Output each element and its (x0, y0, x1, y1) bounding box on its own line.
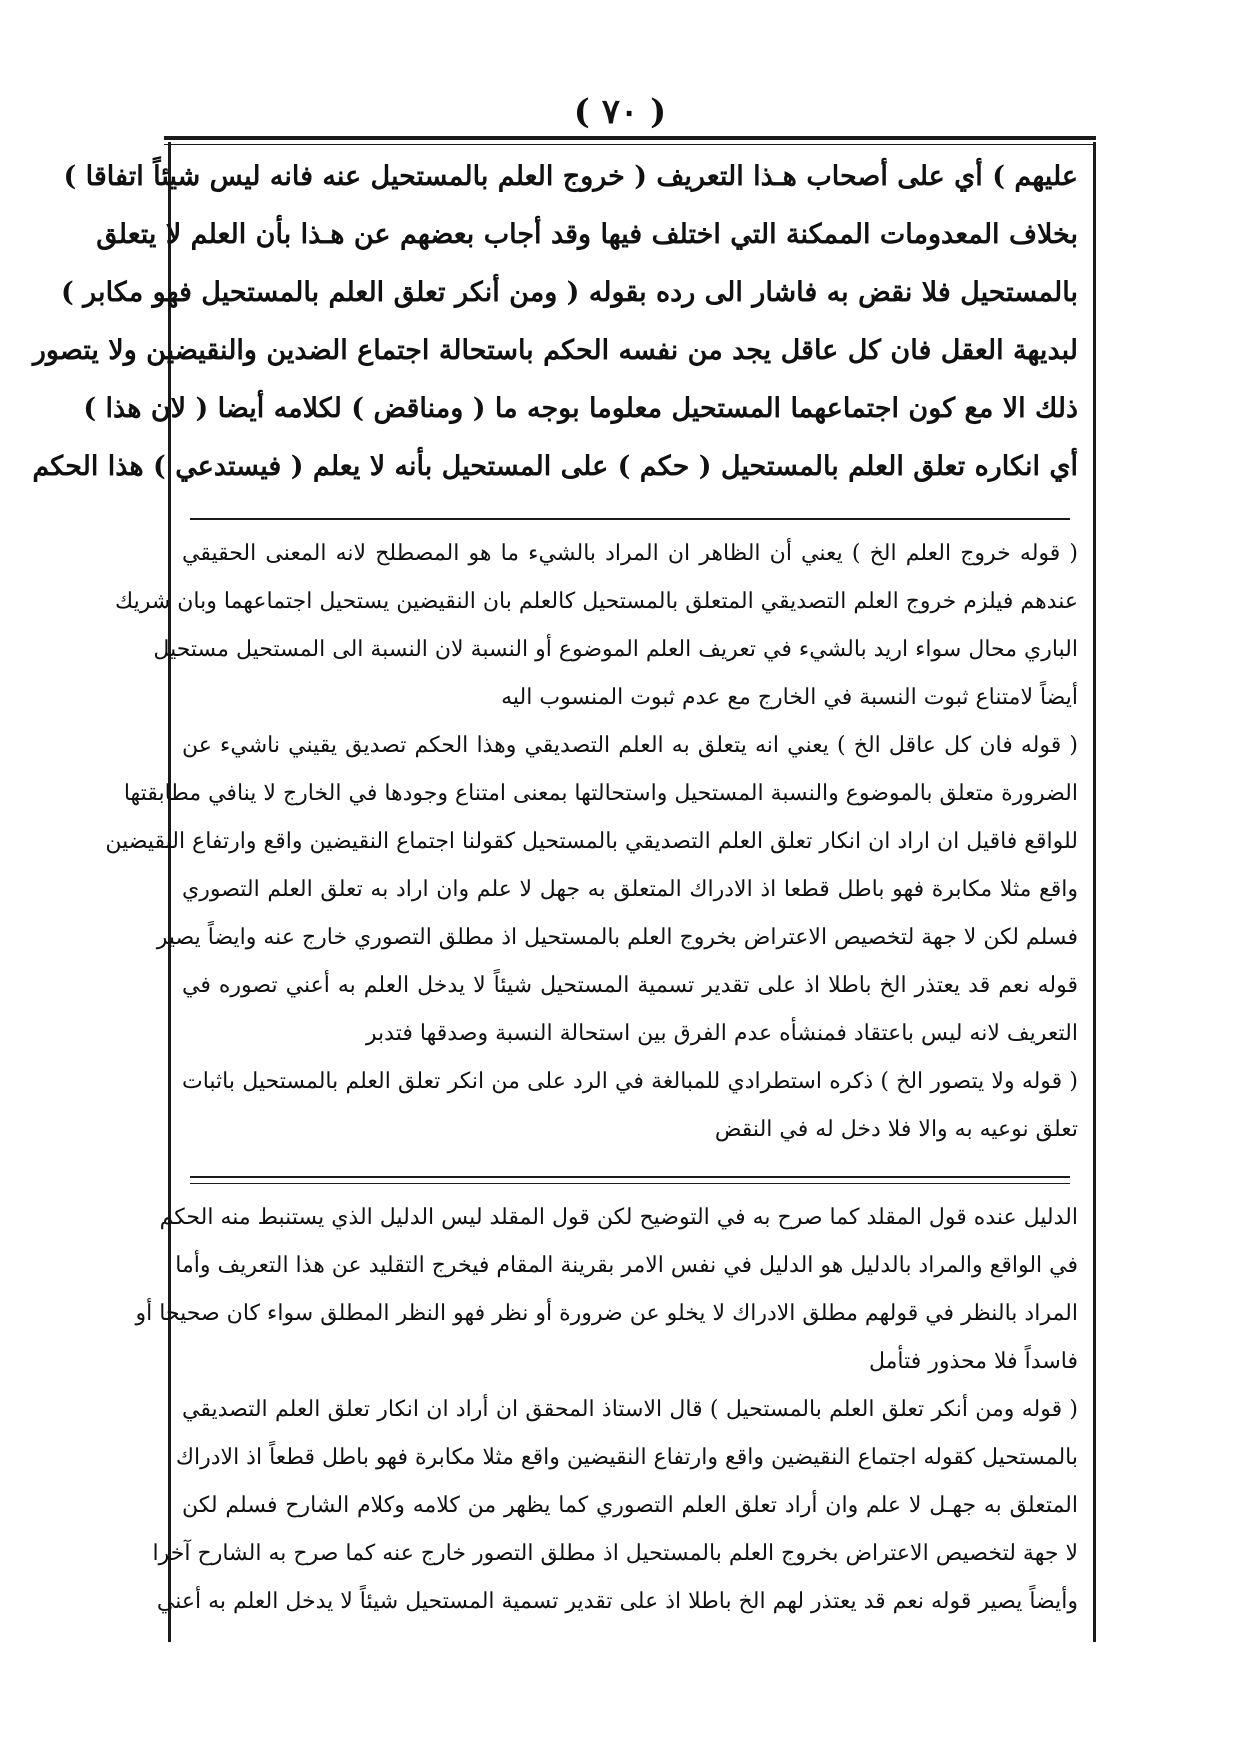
main-text-line: لبديهة العقل فان كل عاقل يجد من نفسه الحكم باستحالة اجتماع الضدين والنقيضين ولا يتصور (32, 335, 1078, 366)
commentary-line: ( قوله ولا يتصور الخ ) ذكره استطرادي للمبالغة في الرد على من انكر تعلق العلم بالمستحيل باثبات (182, 1069, 1078, 1094)
main-text-line: عليهم ) أي على أصحاب هـذا التعريف ( خروج العلم بالمستحيل عنه فانه ليس شيئاً اتفاقا ) (63, 161, 1078, 192)
commentary-block-2 (135, 1194, 1078, 1626)
commentary-line: التعريف لانه ليس باعتقاد فمنشأه عدم الفرق بين استحالة النسبة وصدقها فتدبر (365, 1021, 1078, 1046)
commentary-line: أيضاً لامتناع ثبوت النسبة في الخارج مع عدم ثبوت المنسوب اليه (501, 685, 1078, 710)
commentary-line: الضرورة متعلق بالموضوع والنسبة المستحيل واستحالتها بمعنى امتناع وجودها في الخارج لا ينافي مطابقتها (123, 781, 1078, 806)
commentary-line: واقع مثلا مكابرة فهو باطل قطعا اذ الادراك المتعلق به جهل لا علم وان اراد به تعلق العلم التصوري (182, 877, 1078, 902)
commentary-line: المراد بالنظر في قولهم مطلق الادراك لا يخلو عن ضرورة أو نظر فهو النظر المطلق سواء كان صحيحا أو (135, 1301, 1078, 1326)
main-text-line: أي انكاره تعلق العلم بالمستحيل ( حكم ) على المستحيل بأنه لا يعلم ( فيستدعي ) هذا الحكم (32, 451, 1078, 482)
commentary-line: فسلم لكن لا جهة لتخصيص الاعتراض بخروج العلم بالمستحيل اذ مطلق التصوري خارج عنه وايضاً يصير (156, 925, 1078, 950)
main-text-line: بخلاف المعدومات الممكنة التي اختلف فيها وقد أجاب بعضهم عن هـذا بأن العلم لا يتعلق (96, 219, 1078, 250)
commentary-line: المتعلق به جهـل لا علم وان أراد تعلق العلم التصوري كما يظهر من كلامه وكلام الشارح فسلم لكن (182, 1493, 1078, 1518)
commentary-line: في الواقع والمراد بالدليل هو الدليل في نفس الامر بقرينة المقام فيخرج التقليد عن هذا التعريف وأما (175, 1253, 1078, 1278)
commentary-line: وأيضاً يصير قوله نعم قد يعتذر لهم الخ باطلا اذ على تقدير تسمية المستحيل شيئاً لا يدخل العلم به أعني (156, 1589, 1078, 1614)
top-rule (164, 136, 1096, 140)
commentary-line: ( قوله فان كل عاقل الخ ) يعني انه يتعلق به العلم التصديقي وهذا الحكم تصديق يقيني ناشيء عن (182, 733, 1078, 758)
commentary-line: للواقع فاقيل ان اراد ان انكار تعلق العلم التصديقي بالمستحيل كقولنا اجتماع النقيضين واقع وارتفاع النقيضين (105, 829, 1078, 854)
commentary-line: فاسداً فلا محذور فتأمل (868, 1349, 1078, 1374)
commentary-line: بالمستحيل كقوله اجتماع النقيضين واقع وارتفاع النقيضين واقع مثلا مكابرة فهو باطل قطعاً اذ الادراك (175, 1445, 1078, 1470)
commentary-line: ( قوله خروج العلم الخ ) يعني أن الظاهر ان المراد بالشيء ما هو المصطلح لانه المعنى الحقيقي (182, 541, 1078, 566)
commentary-line: عندهم فيلزم خروج العلم التصديقي المتعلق بالمستحيل كالعلم بان النقيضين يستحيل اجتماعهما وبان شريك (115, 589, 1078, 614)
section-divider-thin (190, 1183, 1070, 1184)
main-text-block (32, 148, 1078, 496)
page-number: ( ٧٠ ) (573, 92, 667, 132)
main-text-line: بالمستحيل فلا نقض به فاشار الى رده بقوله ( ومن أنكر تعلق العلم بالمستحيل فهو مكابر ) (60, 277, 1078, 308)
section-divider (190, 1176, 1070, 1178)
main-text-line: ذلك الا مع كون اجتماعهما المستحيل معلوما بوجه ما ( ومناقض ) لكلامه أيضا ( لان هذا ) (83, 393, 1078, 424)
commentary-line: قوله نعم قد يعتذر الخ باطلا اذ على تقدير تسمية المستحيل شيئاً لا يدخل العلم به أعني تصوره في (182, 973, 1079, 998)
commentary-line: لا جهة لتخصيص الاعتراض بخروج العلم بالمستحيل اذ مطلق التصور خارج عنه كما صرح به الشارح آخرا (152, 1541, 1078, 1566)
section-divider (190, 518, 1070, 520)
commentary-line: تعلق نوعيه به والا فلا دخل له في النقض (714, 1117, 1078, 1142)
commentary-line: الدليل عنده قول المقلد كما صرح به في التوضيح لكن قول المقلد ليس الدليل الذي يستنبط منه الحكم (159, 1205, 1078, 1230)
commentary-line: ( قوله ومن أنكر تعلق العلم بالمستحيل ) قال الاستاذ المحقق ان أراد ان انكار تعلق العلم التصديقي (182, 1397, 1078, 1422)
commentary-block-1 (105, 530, 1079, 1154)
commentary-line: الباري محال سواء اريد بالشيء في تعريف العلم الموضوع أو النسبة لان النسبة الى المستحيل مستحيل (153, 637, 1078, 662)
